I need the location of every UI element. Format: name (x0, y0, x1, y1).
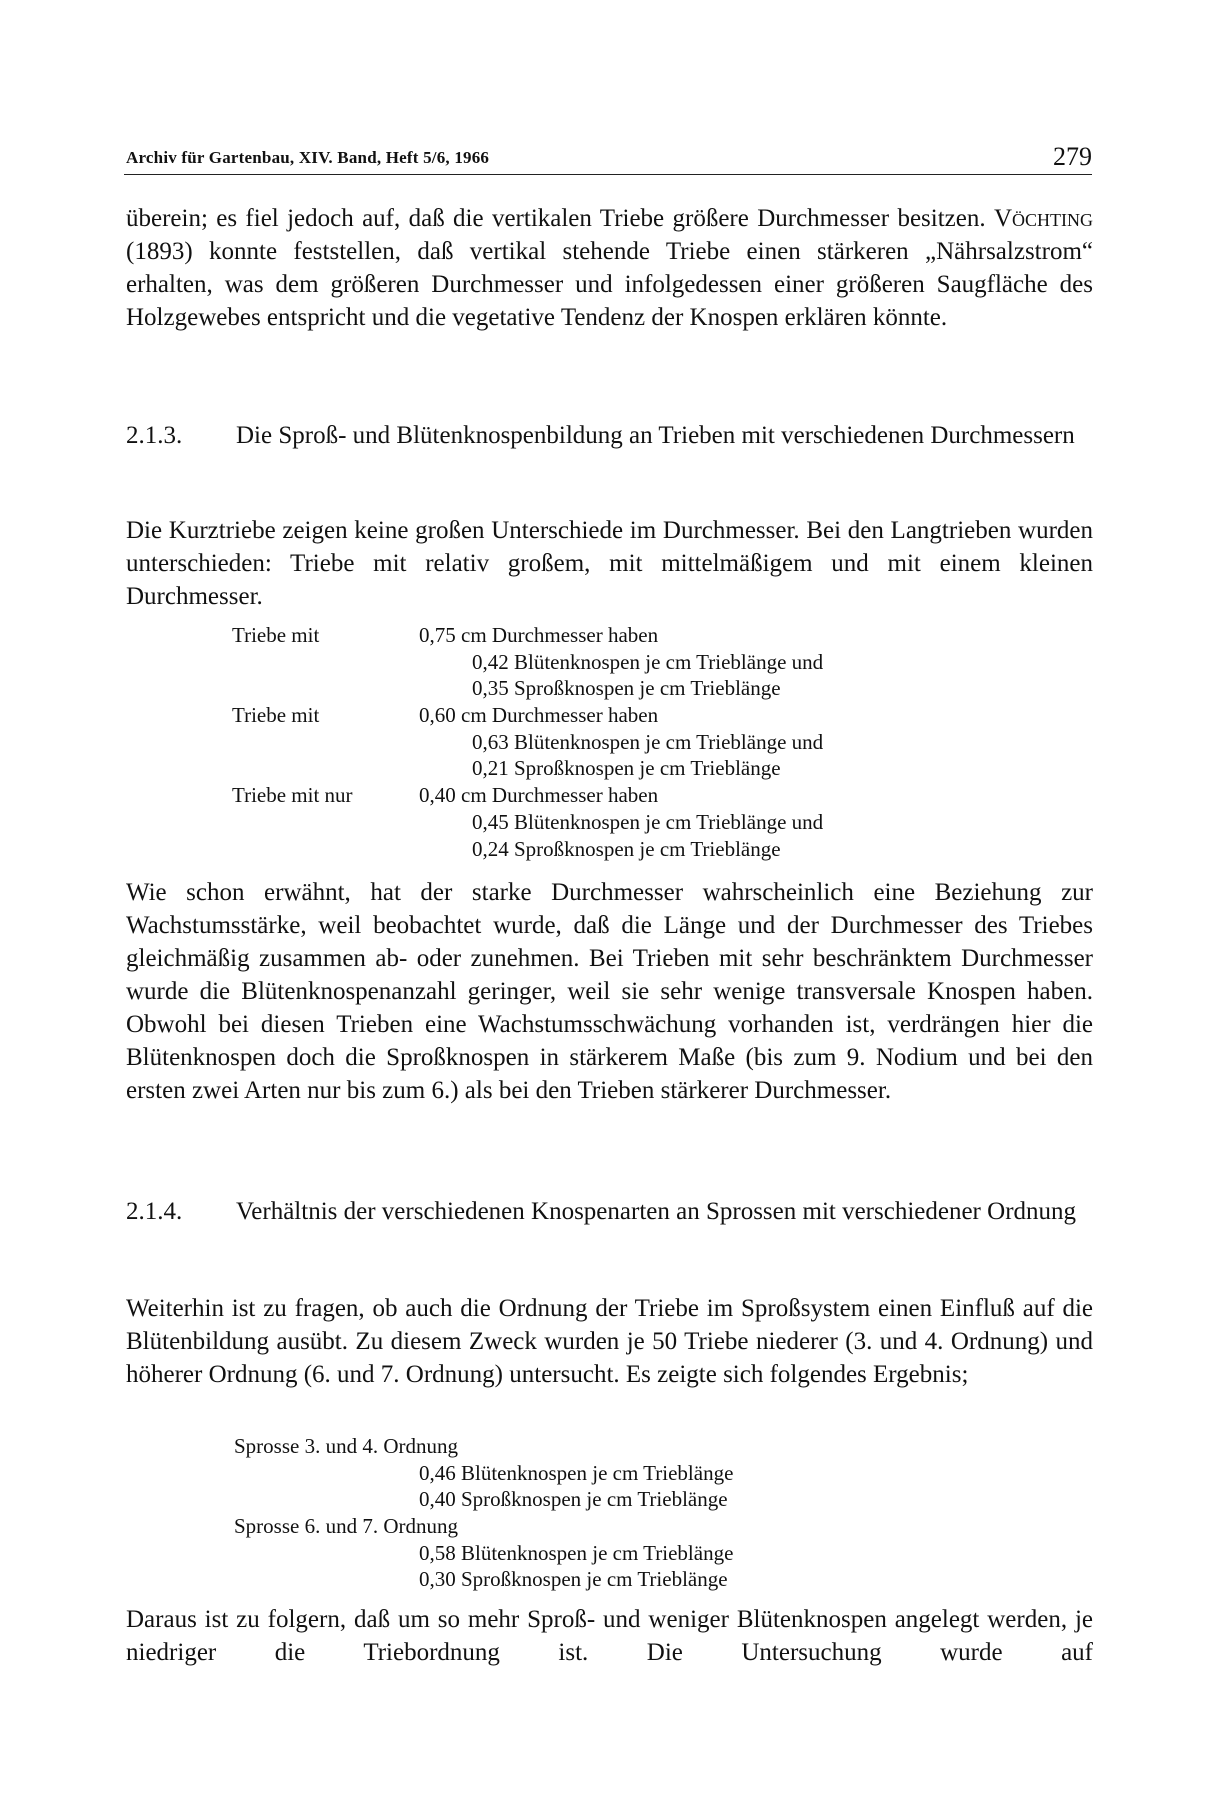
diameter-value: 0,40 cm Durchmesser haben (419, 783, 659, 808)
paragraph-1-text-b: (1893) konnte feststellen, daß vertikal stehende Triebe einen stärkeren „Nährsalzstrom“ erhalten, was dem größeren Durchmesser und infolgedessen einer größeren Saugfläche des Holzgewebes entspricht und die vegetative Tendenz der Knospen erklären könnte. (126, 238, 1093, 331)
section-title: Verhältnis der verschiedenen Knospenarten an Sprossen mit verschiedener Ordnung (236, 1198, 1077, 1225)
row-label: Sprosse 3. und 4. Ordnung (234, 1434, 458, 1458)
section-number: 2.1.3. (126, 422, 183, 449)
paragraph-1 (126, 202, 1093, 334)
paragraph-2: Die Kurztriebe zeigen keine großen Unterschiede im Durchmesser. Bei den Langtrieben wurden unterschieden: Triebe mit relativ großem, mit mittelmäßigem und mit einem kleinen Durchmesser. (126, 517, 1093, 610)
author-name: Vöchting (993, 205, 1093, 232)
row-label: Triebe mit (232, 623, 320, 647)
journal-citation: Archiv für Gartenbau, XIV. Band, Heft 5/6, 1966 (126, 148, 490, 167)
diameter-value: 0,75 cm Durchmesser haben (419, 623, 659, 647)
running-header (124, 140, 1092, 175)
sprossknospen-value: 0,40 Sproßknospen je cm Trieblänge (419, 1487, 728, 1512)
sprossknospen-value: 0,35 Sproßknospen je cm Trieblänge (472, 676, 781, 701)
paragraph-1-text-a: überein; es fiel jedoch auf, daß die vertikalen Triebe größere Durchmesser besitzen. (126, 205, 994, 232)
bluetenknospen-value: 0,42 Blütenknospen je cm Trieblänge und (472, 649, 824, 674)
bluetenknospen-value: 0,58 Blütenknospen je cm Trieblänge (419, 1540, 734, 1565)
diameter-value: 0,60 cm Durchmesser haben (419, 703, 659, 728)
sprossknospen-value: 0,24 Sproßknospen je cm Trieblänge (472, 836, 781, 861)
row-label: Triebe mit (232, 703, 320, 728)
paragraph-4: Weiterhin ist zu fragen, ob auch die Ordnung der Triebe im Sproßsystem einen Einfluß auf die Blütenbildung ausübt. Zu diesem Zweck wurden je 50 Triebe niederer (3. und 4. Ordnung) und höherer Ordnung (6. und 7. Ordnung) untersucht. Es zeigte sich folgendes Ergebnis; (126, 1295, 1093, 1388)
paragraph-3: Wie schon erwähnt, hat der starke Durchmesser wahrscheinlich eine Beziehung zur Wachstumsstärke, weil beobachtet wurde, daß die Länge und der Durchmesser des Triebes gleichmäßig zusammen ab- oder zunehmen. Bei Trieben mit sehr beschränktem Durchmesser wurde die Blütenknospenanzahl geringer, weil sie sehr wenige transversale Knospen haben. Obwohl bei diesen Trieben eine Wachstumsschwächung vorhanden ist, verdrängen hier die Blütenknospen doch die Sproßknospen in stärkerem Maße (bis zum 9. Nodium und bei den ersten zwei Arten nur bis zum 6.) als bei den Trieben stärkerer Durchmesser. (126, 879, 1093, 1104)
bluetenknospen-value: 0,63 Blütenknospen je cm Trieblänge und (472, 729, 824, 754)
sprossknospen-value: 0,30 Sproßknospen je cm Trieblänge (419, 1567, 728, 1592)
section-title: Die Sproß- und Blütenknospenbildung an Trieben mit verschiedenen Durchmessern (236, 422, 1075, 449)
section-number: 2.1.4. (126, 1198, 183, 1225)
bluetenknospen-value: 0,46 Blütenknospen je cm Trieblänge (419, 1460, 734, 1485)
row-label: Sprosse 6. und 7. Ordnung (234, 1514, 458, 1539)
paragraph-5: Daraus ist zu folgern, daß um so mehr Sproß- und weniger Blütenknospen angelegt werden, je niedriger die Triebordnung ist. Die Untersuchung wurde auf (126, 1606, 1093, 1666)
sprossknospen-value: 0,21 Sproßknospen je cm Trieblänge (472, 756, 781, 781)
page-number: 279 (1053, 142, 1092, 171)
bluetenknospen-value: 0,45 Blütenknospen je cm Trieblänge und (472, 809, 824, 834)
row-label: Triebe mit nur (232, 783, 353, 808)
